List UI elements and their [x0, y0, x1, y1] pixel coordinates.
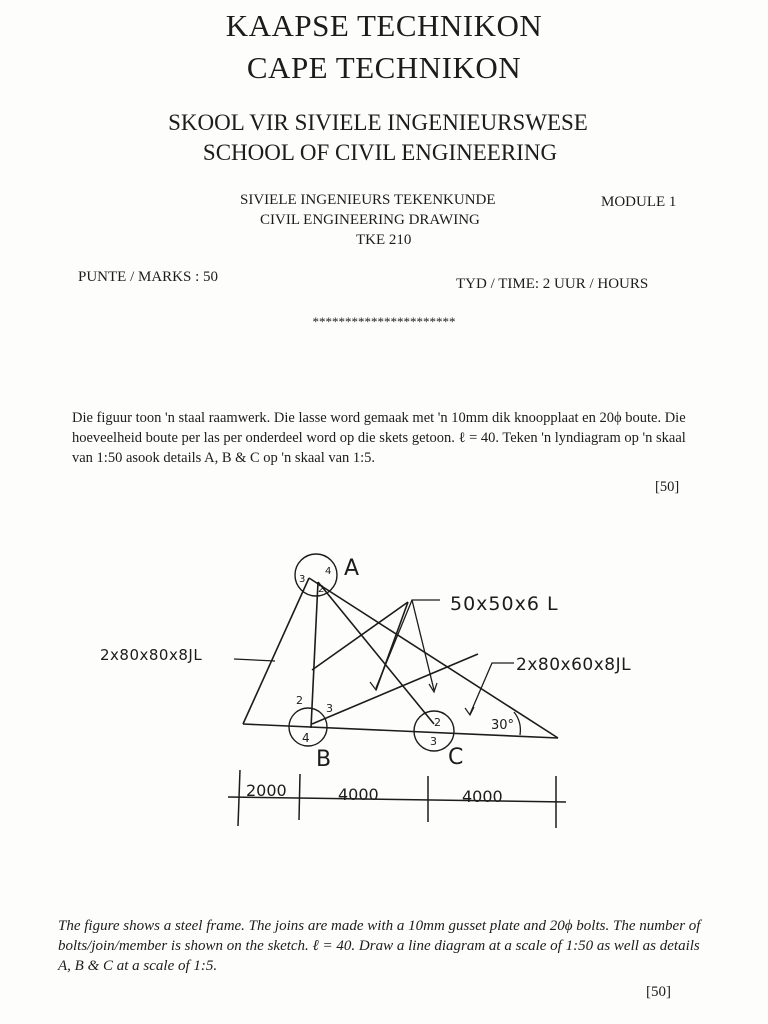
institution-name-english: CAPE TECHNIKON	[246, 50, 522, 85]
joint-b-label: B	[316, 747, 332, 772]
dimension-tick-2	[299, 774, 300, 820]
joint-c-label: C	[448, 745, 464, 770]
bolt-count-b-bottom: 4	[302, 731, 310, 745]
web-member-3	[312, 654, 478, 724]
bolt-count-c-bottom: 3	[430, 735, 437, 748]
bolt-count-b-top: 2	[296, 694, 303, 707]
school-name-english: SCHOOL OF CIVIL ENGINEERING	[202, 140, 558, 165]
dimension-value-2: 4000	[338, 785, 379, 804]
course-name-afrikaans: SIVIELE INGENIEURS TEKENKUNDE	[240, 192, 496, 208]
question-text-afrikaans: Die figuur toon 'n staal raamwerk. Die lasse word gemaak met 'n 10mm dik knoopplaat en 20ϕ boute. Die hoeveelheid boute per las per onderdeel word op die skets getoon. ℓ = 40. Teken 'n lyndiagram op 'n skaal van 1:50 asook details A, B & C op 'n skaal van 1:5.	[72, 410, 686, 466]
question-marks-afrikaans: [50]	[655, 479, 680, 495]
exam-time: TYD / TIME: 2 UUR / HOURS	[456, 276, 649, 292]
dimension-value-1: 2000	[246, 781, 287, 800]
total-marks: PUNTE / MARKS : 50	[78, 269, 219, 285]
joint-a-label: A	[344, 556, 360, 581]
member-label-left: 2x80x80x8JL	[100, 646, 203, 664]
question-text-english: The figure shows a steel frame. The joins are made with a 10mm gusset plate and 20ϕ bolts. The number of bolts/join/member is shown on the sketch. ℓ = 40. Draw a line diagram at a scale of 1:50 as well as details A, B & C at a scale of 1:5.	[58, 918, 701, 974]
web-member-1	[312, 602, 408, 670]
vertical-member-a-b	[311, 582, 318, 728]
bolt-count-a-bottom: 2	[318, 584, 325, 595]
bolt-count-b-right: 3	[326, 702, 333, 715]
bolt-count-c-top: 2	[434, 716, 441, 729]
module-label: MODULE 1	[601, 194, 677, 210]
question-marks-english: [50]	[646, 984, 671, 1000]
dimension-value-3: 4000	[462, 787, 503, 806]
leader-left	[234, 659, 275, 661]
dimension-tick-1	[238, 770, 240, 826]
angle-label: 30°	[491, 718, 515, 733]
bolt-count-a-left: 3	[299, 574, 306, 585]
school-name-afrikaans: SKOOL VIR SIVIELE INGENIEURSWESE	[168, 110, 588, 135]
course-name-english: CIVIL ENGINEERING DRAWING	[260, 212, 480, 228]
institution-name-afrikaans: KAAPSE TECHNIKON	[225, 8, 543, 43]
angle-arc	[514, 712, 520, 735]
member-label-top: 50x50x6 L	[450, 593, 559, 615]
member-label-right: 2x80x60x8JL	[516, 655, 632, 675]
bolt-count-a-top: 4	[325, 566, 332, 577]
course-code: TKE 210	[356, 232, 412, 248]
separator-line: **********************	[312, 314, 456, 329]
